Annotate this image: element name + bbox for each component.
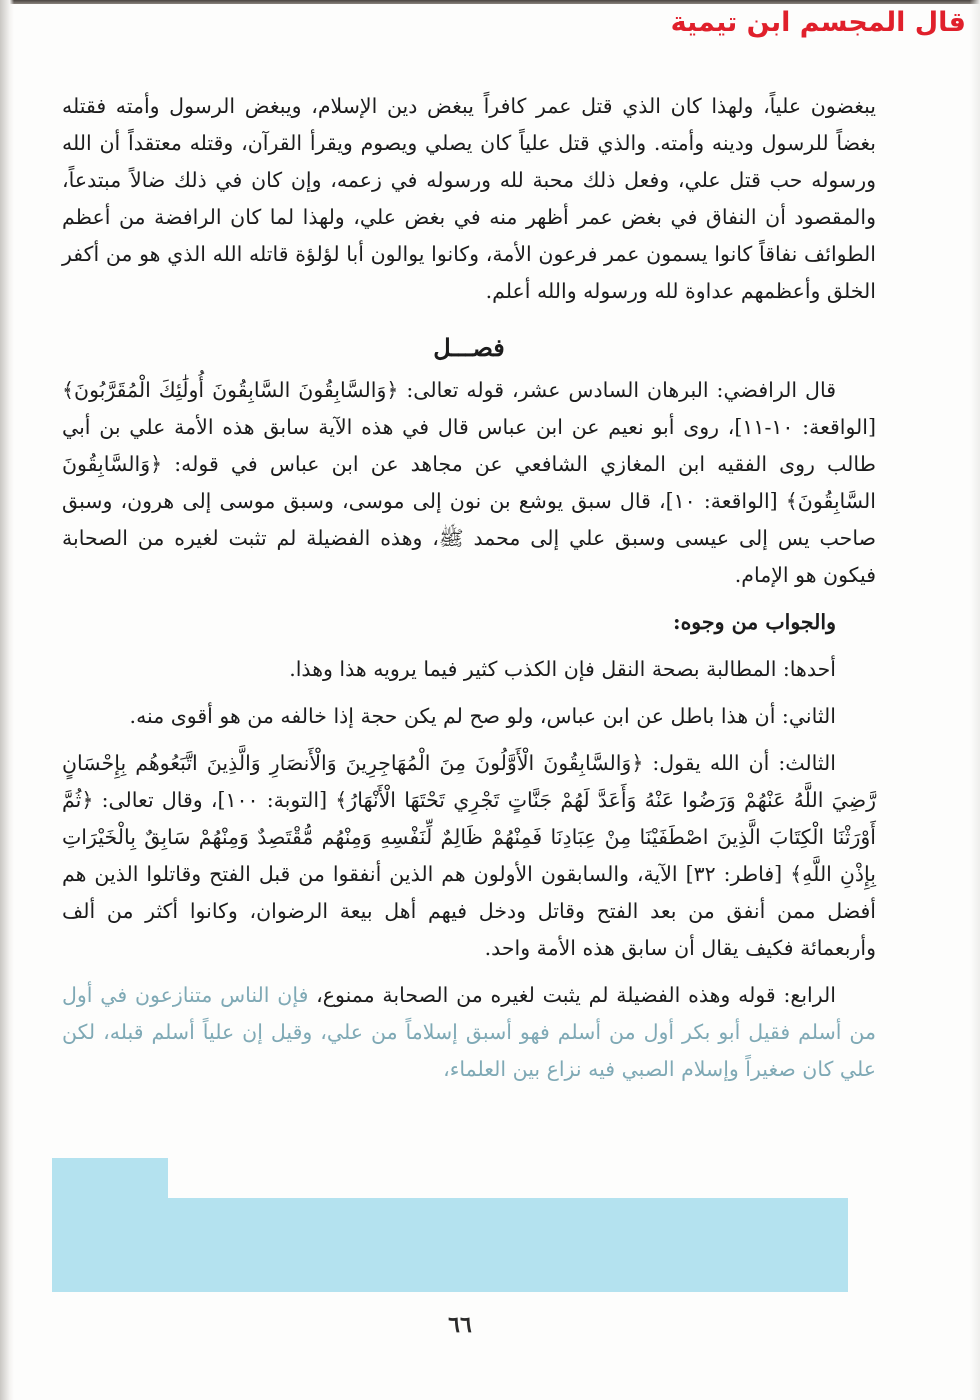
page-header-title: قال المجسم ابن تيمية bbox=[670, 7, 966, 38]
text-highlight-first-line bbox=[52, 1158, 168, 1200]
rafidi-claim-paragraph: قال الرافضي: البرهان السادس عشر، قوله تعالى: ﴿وَالسَّابِقُونَ السَّابِقُونَ أُولَٰئِكَ الْمُقَرَّبُونَ﴾ [الواقعة: ١٠-١١]، روى أبو نعيم عن ابن عباس قال في هذه الآية سابق هذه الأمة علي بن أبي طالب روى الفقيه ابن المغازي الشافعي عن مجاهد عن ابن عباس في قوله: ﴿وَالسَّابِقُونَ السَّابِقُونَ﴾ [الواقعة: ١٠]، قال سبق يوشع بن نون إلى موسى، وسبق موسى إلى هرون، وسبق صاحب يس إلى عيسى وسبق علي إلى محمد ﷺ، وهذه الفضيلة لم تثبت لغيره من الصحابة فيكون هو الإمام. bbox=[62, 378, 876, 587]
scan-top-edge bbox=[0, 0, 980, 4]
intro-paragraph: يبغضون علياً، ولهذا كان الذي قتل عمر كافراً يبغض دين الإسلام، ويبغض الرسول وأمته فقتله بغضاً للرسول ودينه وأمته. والذي قتل علياً كان يصلي ويصوم ويقرأ القرآن، وقتله معتقداً أن الله ورسوله حب قتل علي، وفعل ذلك محبة لله ورسوله في زعمه، وإن كان في ذلك ضالاً مبتدعاً، والمقصود أن النفاق في بغض عمر أظهر منه في بغض علي، ولهذا لما كان الرافضة من أعظم الطوائف نفاقاً كانوا يسمون عمر فرعون الأمة، وكانوا يوالون أبا لؤلؤة قاتله الله الذي هو من أكفر الخلق وأعظمهم عداوة لله ورسوله والله أعلم. bbox=[62, 94, 876, 303]
answer-heading: والجواب من وجوه: bbox=[673, 610, 836, 634]
third-point-paragraph: الثالث: أن الله يقول: ﴿وَالسَّابِقُونَ الْأَوَّلُونَ مِنَ الْمُهَاجِرِينَ وَالْأَنصَارِ وَالَّذِينَ اتَّبَعُوهُم بِإِحْسَانٍ رَّضِيَ اللَّهُ عَنْهُمْ وَرَضُوا عَنْهُ وَأَعَدَّ لَهُمْ جَنَّاتٍ تَجْرِي تَحْتَهَا الْأَنْهَارُ﴾ [التوبة: ١٠٠]، وقال تعالى: ﴿ثُمَّ أَوْرَثْنَا الْكِتَابَ الَّذِينَ اصْطَفَيْنَا مِنْ عِبَادِنَا فَمِنْهُمْ ظَالِمٌ لِّنَفْسِهِ وَمِنْهُم مُّقْتَصِدٌ وَمِنْهُمْ سَابِقٌ بِالْخَيْرَاتِ بِإِذْنِ اللَّهِ﴾ [فاطر: ٣٢] الآية، والسابقون الأولون هم الذين أنفقوا من قبل الفتح وقاتلوا الذين هم أفضل ممن أنفق من بعد الفتح وقاتل ودخل فيهم أهل بيعة الرضوان، وكانوا أكثر من ألف وأربعمائة فكيف يقال أن سابق هذه الأمة واحد. bbox=[62, 751, 876, 960]
text-highlight-block bbox=[52, 1198, 848, 1292]
page-edge-shadow bbox=[970, 0, 980, 1400]
highlighted-text: فإن الناس متنازعون في أول من أسلم فقيل أبو بكر أول من أسلم فهو أسبق إسلاماً من علي، وقيل إن علياً أسلم قبله، لكن علي كان صغيراً وإسلام الصبي فيه نزاع بين العلماء، bbox=[62, 983, 876, 1081]
page-number: ٦٦ bbox=[448, 1312, 472, 1338]
fourth-point-paragraph bbox=[62, 977, 876, 1088]
first-point-paragraph: أحدها: المطالبة بصحة النقل فإن الكذب كثير فيما يرويه هذا وهذا. bbox=[289, 657, 836, 681]
page-body bbox=[62, 88, 876, 1088]
page-binding-shadow bbox=[0, 0, 14, 1400]
second-point-paragraph: الثاني: أن هذا باطل عن ابن عباس، ولو صح لم يكن حجة إذا خالفه من هو أقوى منه. bbox=[129, 704, 836, 728]
section-heading: فصـــل bbox=[433, 333, 505, 362]
fourth-point-text: الرابع: قوله وهذه الفضيلة لم يثبت لغيره من الصحابة ممنوع، bbox=[308, 983, 836, 1007]
